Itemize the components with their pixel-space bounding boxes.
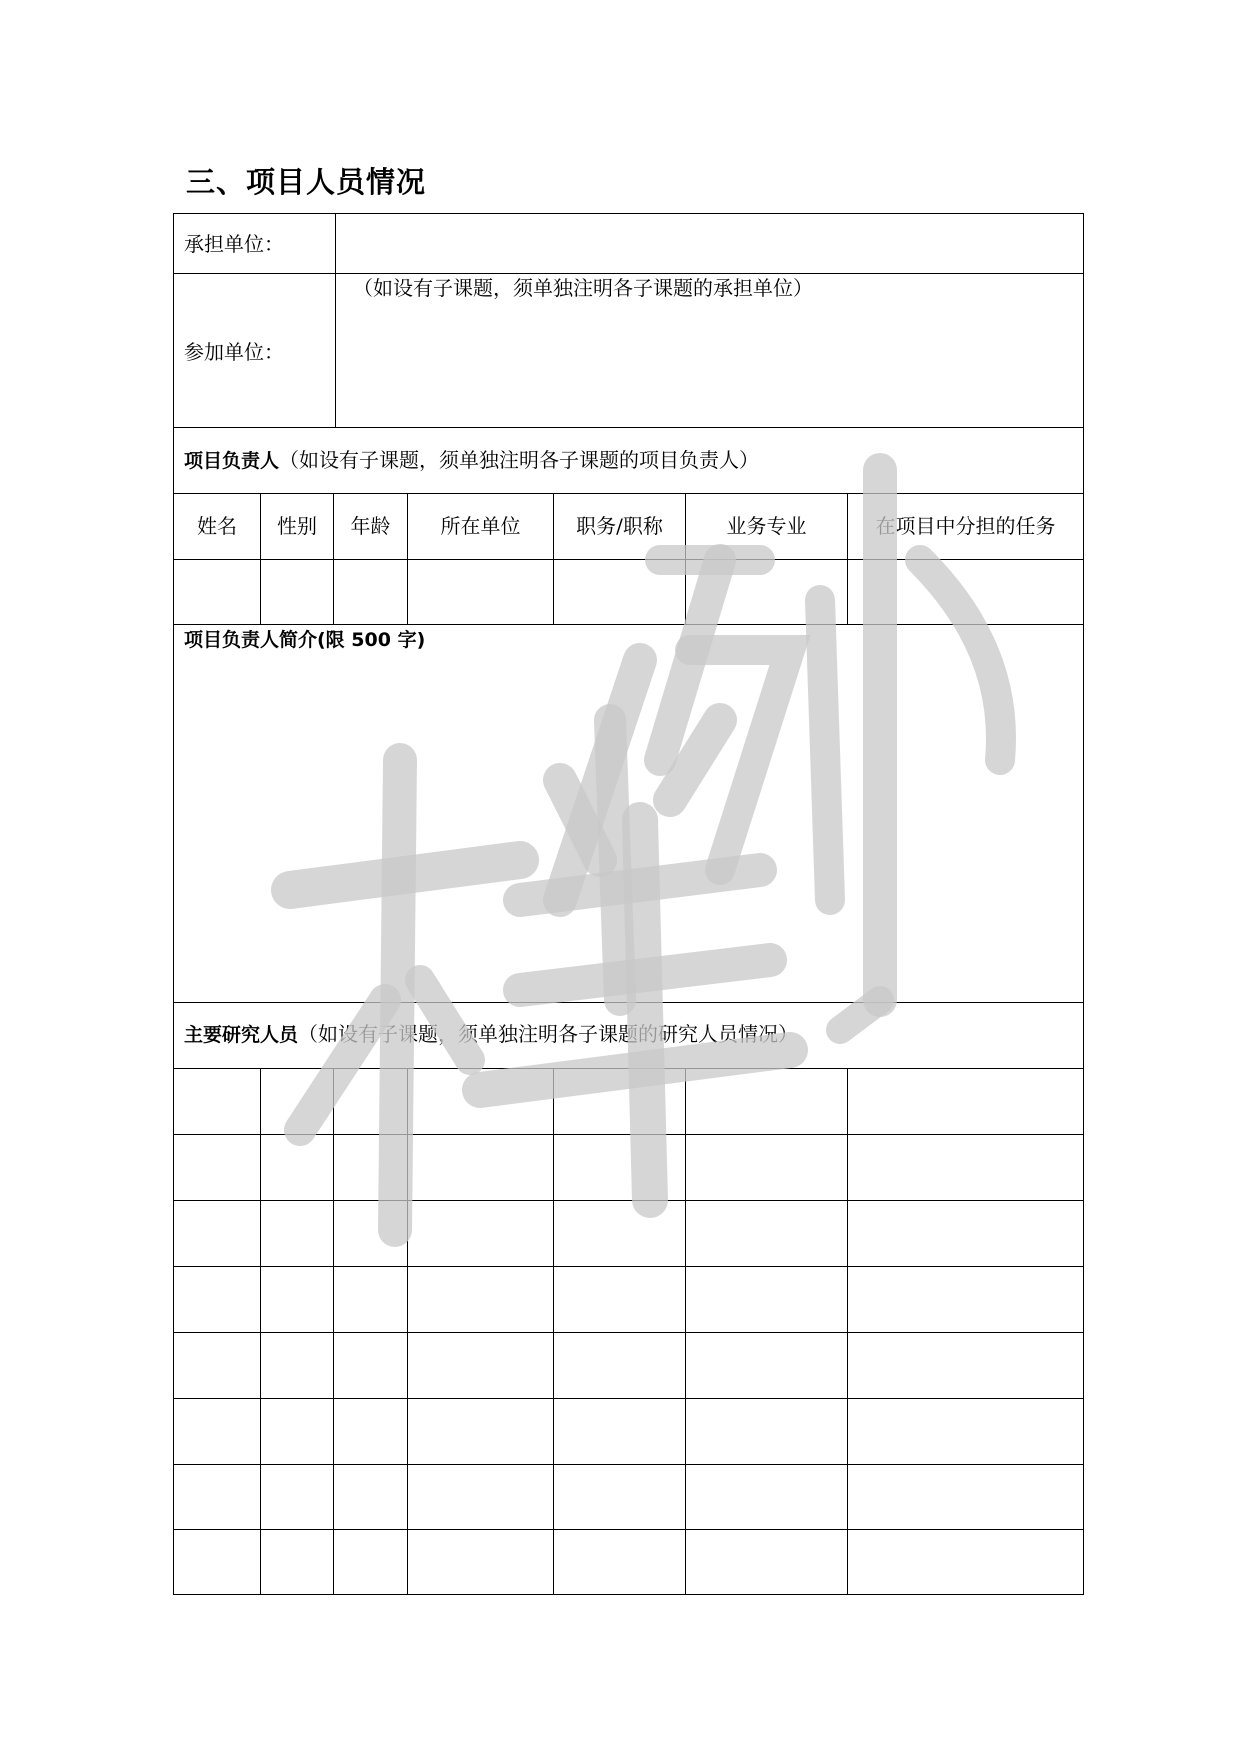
researcher-row[interactable]: [174, 1465, 1083, 1529]
leader-section-note: （如设有子课题，须单独注明各子课题的项目负责人）: [279, 448, 760, 472]
header-unit: 所在单位: [440, 514, 521, 538]
researcher-row[interactable]: [174, 1135, 1083, 1200]
researcher-row[interactable]: [174, 1267, 1083, 1332]
researcher-row[interactable]: [174, 1201, 1083, 1266]
leader-name-field[interactable]: [174, 560, 260, 624]
leader-title-field[interactable]: [554, 560, 685, 624]
leader-bio-label: 项目负责人简介(限 500 字): [184, 629, 426, 651]
researcher-row[interactable]: [174, 1069, 1083, 1134]
researchers-section-title: 主要研究人员: [184, 1024, 299, 1046]
leader-gender-field[interactable]: [261, 560, 333, 624]
header-age: 年龄: [350, 514, 391, 538]
leader-section-heading: [184, 448, 759, 473]
leader-specialty-field[interactable]: [686, 560, 847, 624]
header-gender: 性别: [277, 514, 317, 538]
header-name: 姓名: [197, 514, 237, 538]
undertaking-unit-field[interactable]: [340, 218, 1078, 268]
section-title: 三、项目人员情况: [186, 165, 427, 199]
leader-unit-field[interactable]: [408, 560, 553, 624]
leader-bio-field[interactable]: [178, 655, 1078, 998]
researchers-section-note: （如设有子课题，须单独注明各子课题的研究人员情况）: [298, 1022, 799, 1046]
researcher-row[interactable]: [174, 1399, 1083, 1464]
header-title: 职务/职称: [576, 514, 663, 538]
leader-task-field[interactable]: [848, 560, 1083, 624]
participating-unit-note: （如设有子课题，须单独注明各子课题的承担单位）: [353, 276, 813, 300]
header-task: 在项目中分担的任务: [875, 514, 1056, 538]
undertaking-unit-label: 承担单位：: [184, 232, 284, 256]
leader-age-field[interactable]: [334, 560, 407, 624]
researcher-row[interactable]: [174, 1530, 1083, 1594]
researchers-section-heading: [184, 1022, 798, 1047]
leader-section-title: 项目负责人: [184, 450, 280, 472]
participating-unit-label: 参加单位：: [184, 340, 284, 364]
researcher-row[interactable]: [174, 1333, 1083, 1398]
header-specialty: 业务专业: [726, 514, 807, 538]
